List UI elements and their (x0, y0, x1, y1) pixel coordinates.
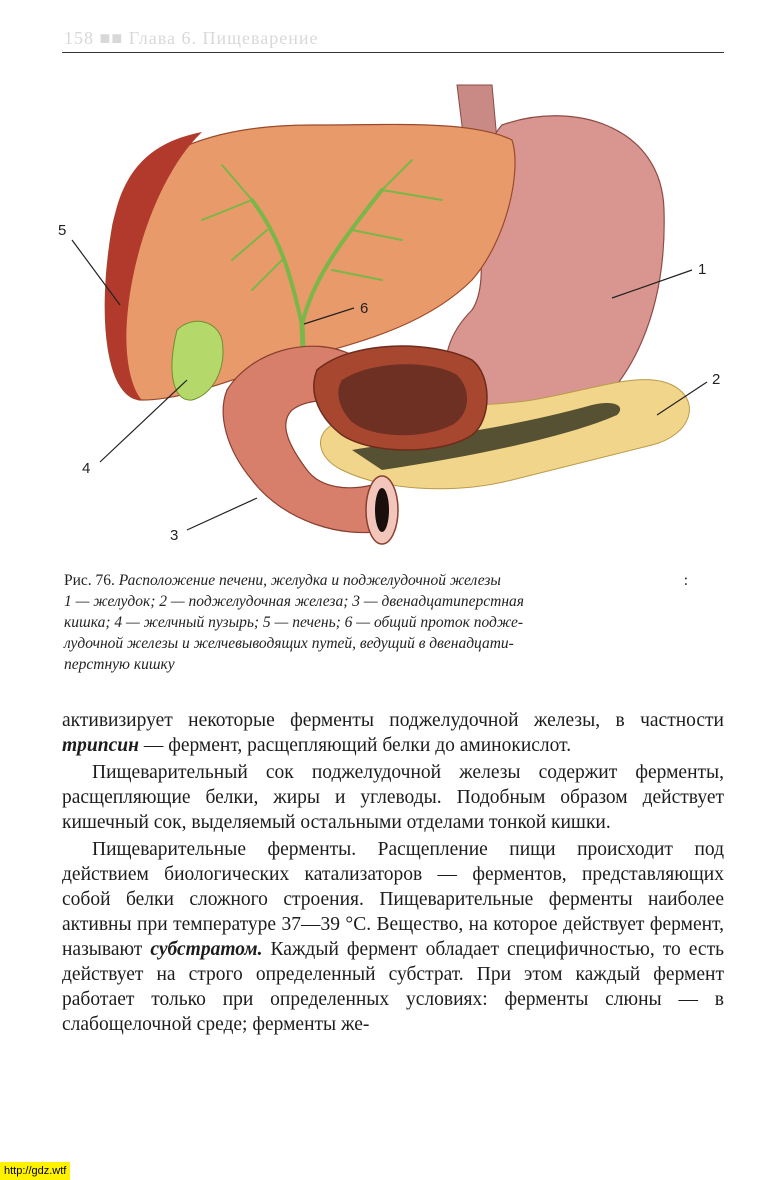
caption-line: перстную кишку (64, 656, 175, 673)
callout-2: 2 (712, 371, 721, 388)
callout-3: 3 (170, 527, 179, 544)
anatomy-illustration (52, 70, 742, 570)
source-url-badge[interactable]: http://gdz.wtf (0, 1162, 70, 1180)
intestine-lumen (375, 488, 389, 532)
body-text (62, 708, 724, 1037)
caption-title-line (64, 570, 714, 591)
paragraph-1: активизирует некоторые ферменты поджелудочной железы, в частности трипсин — фермент, расщепляющий белки до аминокислот. (62, 710, 724, 756)
figure-caption (64, 570, 714, 675)
term-trypsin: трипсин (62, 735, 139, 756)
anatomy-figure (52, 70, 742, 570)
caption-prefix: Рис. 76. (64, 572, 115, 589)
callout-4: 4 (82, 460, 91, 477)
term-substrate: субстратом. (150, 939, 263, 960)
paragraph-3: Пищеварительные ферменты. Расщепление пищи происходит под действием биологических катализаторов — ферментов, представляющих собой белки сложного строения. Пищеварительные ферменты наиболее активны при температуре 37—39 °С. Вещество, на которое действует фермент, называют субстратом. Каждый фермент обладает специфичностью, то есть действует на строго определенный субстрат. При этом каждый фермент работает только при определенных условиях: ферменты слюны — в слабощелочной среде; ферменты же- (62, 839, 724, 1035)
callout-6: 6 (360, 300, 369, 317)
caption-title: Расположение печени, желудка и поджелудочной железы (118, 572, 501, 589)
running-header: 158 ■■ Глава 6. Пищеварение (64, 28, 319, 48)
caption-line: кишка; 4 — желчный пузырь; 5 — печень; 6 — общий проток подже- (64, 614, 524, 631)
header-rule (62, 52, 724, 53)
section-heading: Пищеварительные ферменты. (92, 839, 357, 860)
gallbladder (172, 321, 223, 400)
callout-5: 5 (58, 222, 67, 239)
caption-line: 1 — желудок; 2 — поджелудочная железа; 3 — двенадцатиперстная (64, 593, 524, 610)
callout-1: 1 (698, 261, 707, 278)
caption-colon: : (683, 572, 688, 589)
paragraph-2: Пищеварительный сок поджелудочной железы содержит ферменты, расщепляющие белки, жиры и углеводы. Подобным образом действует кишечный сок, выделяемый остальными отделами тонкой кишки. (62, 762, 724, 833)
callout-line-3 (187, 498, 257, 530)
stomach-inner-lining (338, 364, 467, 435)
caption-line: лудочной железы и желчевыводящих путей, ведущий в двенадцати- (64, 635, 514, 652)
